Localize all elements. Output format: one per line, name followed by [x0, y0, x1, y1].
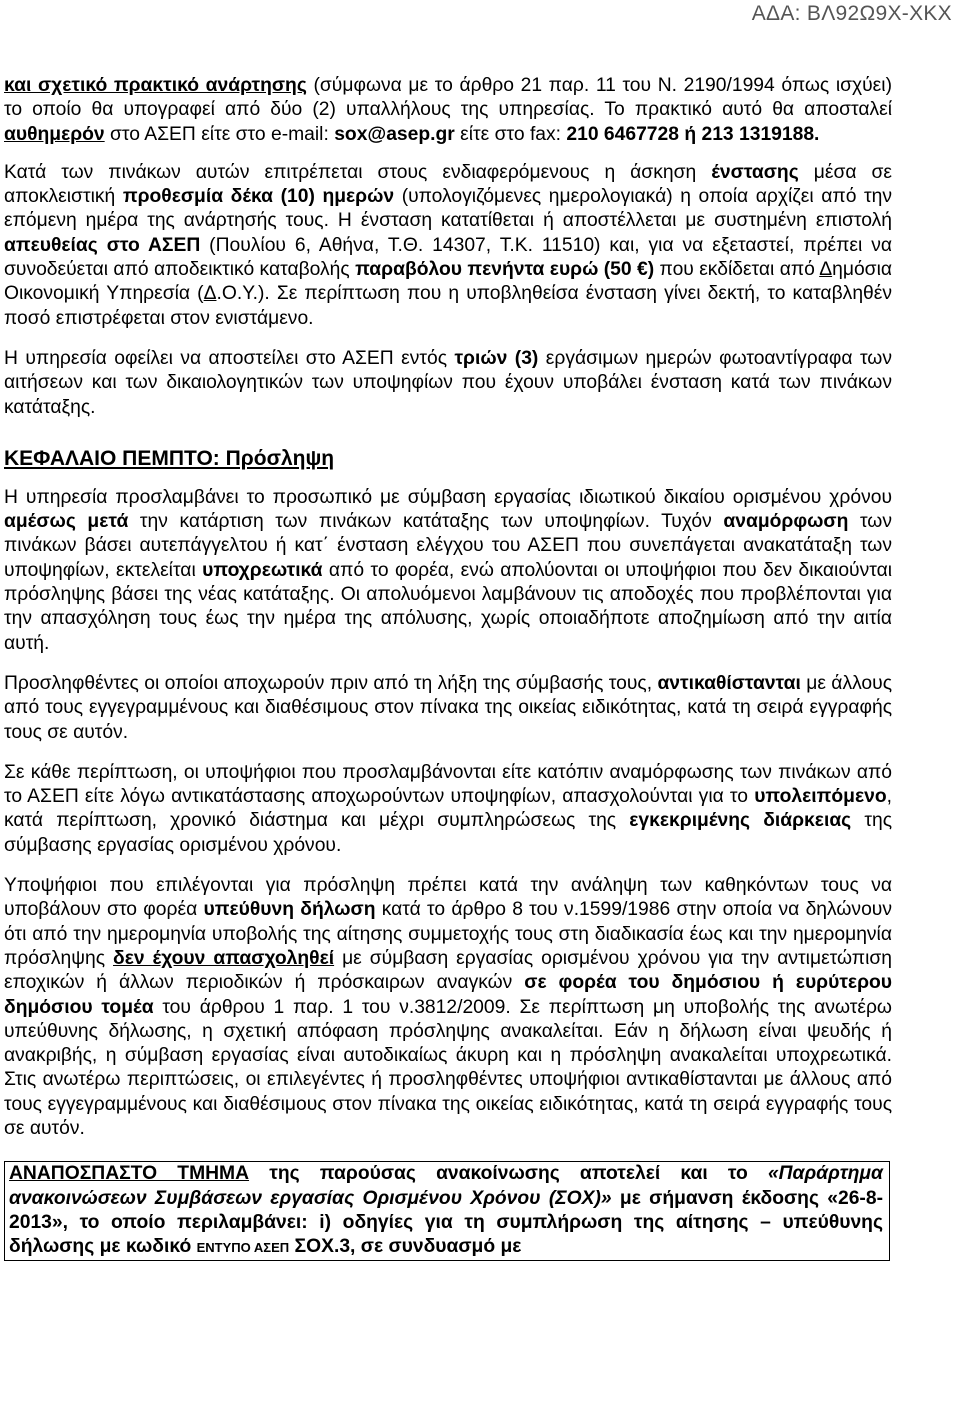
paragraph-replacement: Προσληφθέντες οι οποίοι αποχωρούν πριν από τη λήξη της σύμβασής τους, αντικαθίστανται με άλλους από τους εγγεγραμμένους και διαθέσιμους στον πίνακα της οικείας ειδικότητας, κατά τη σειρά εγγραφής τους σε αυτόν.: [4, 672, 892, 743]
paragraph-remaining-period: Σε κάθε περίπτωση, οι υποψήφιοι που προσλαμβάνονται είτε κατόπιν αναμόρφωσης των πινάκων από το ΑΣΕΠ είτε λόγω αντικατάστασης αποχωρούντων υποψηφίων, απασχολούνται για το υπολειπόμενο, κατά περίπτωση, χρονικό διάστημα και μέχρι συμπληρώσεως της εγκεκριμένης διάρκειας της σύμβασης εργασίας ορισμένου χρόνου.: [4, 761, 892, 856]
document-body: [4, 74, 892, 1261]
paragraph-objection: Κατά των πινάκων αυτών επιτρέπεται στους ενδιαφερόμενους η άσκηση ένστασης μέσα σε αποκλειστική προθεσμία δέκα (10) ημερών (υπολογιζόμενες ημερολογιακά) η οποία αρχίζει από την επόμενη ημέρα της ανάρτησής τους. Η ένσταση κατατίθεται ή αποστέλλεται με συστημένη επιστολή απευθείας στο ΑΣΕΠ (Πουλίου 6, Αθήνα, Τ.Θ. 14307, Τ.Κ. 11510) και, για να εξεταστεί, πρέπει να συνοδεύεται από αποδεικτικό καταβολής παραβόλου πενήντα ευρώ (50 €) που εκδίδεται από Δημόσια Οικονομική Υπηρεσία (Δ.Ο.Υ.). Σε περίπτωση που η υποβληθείσα ένσταση γίνει δεκτή, το καταβληθέν ποσό επιστρέφεται στον ενιστάμενο.: [4, 161, 892, 329]
detachable-section-box: ΑΝΑΠΟΣΠΑΣΤΟ ΤΜΗΜΑ της παρούσας ανακοίνωσης αποτελεί και το «Παράρτημα ανακοινώσεων Συμβάσεων εργασίας Ορισμένου Χρόνου (ΣΟΧ)» με σήμανση έκδοσης «26-8-2013», το οποίο περιλαμβάνει: i) οδηγίες για τη συμπλήρωση της αίτησης – υπεύθυνης δήλωσης με κωδικό ΕΝΤΥΠΟ ΑΣΕΠ ΣΟΧ.3, σε συνδυασμό με: [4, 1161, 890, 1261]
paragraph-service-obligation: Η υπηρεσία οφείλει να αποστείλει στο ΑΣΕΠ εντός τριών (3) εργάσιμων ημερών φωτοαντίγραφα των αιτήσεων και των δικαιολογητικών των υποψηφίων που έχουν υποβάλει ένσταση κατά των πινάκων κατάταξης.: [4, 347, 892, 418]
bold-underlined-text: και σχετικό πρακτικό ανάρτησης: [4, 75, 307, 96]
fax-numbers: 210 6467728 ή 213 1319188.: [566, 123, 820, 145]
chapter-heading: ΚΕΦΑΛΑΙΟ ΠΕΜΠΤΟ: Πρόσληψη: [4, 446, 335, 470]
bold-underlined-text: αυθημερόν: [4, 123, 105, 145]
paragraph-declaration: Υποψήφιοι που επιλέγονται για πρόσληψη πρέπει κατά την ανάληψη των καθηκόντων τους να υποβάλουν στο φορέα υπεύθυνη δήλωση κατά το άρθρο 8 του ν.1599/1986 στην οποία να δηλώνουν ότι από την ημερομηνία υποβολής της αίτησης συμμετοχής τους στη διαδικασία έως και την ημερομηνία πρόσληψης δεν έχουν απασχοληθεί με σύμβαση εργασίας ορισμένου χρόνου για την αντιμετώπιση εποχικών ή άλλων περιοδικών ή πρόσκαιρων αναγκών σε φορέα του δημόσιου ή ευρύτερου δημόσιου τομέα του άρθρου 1 παρ. 1 του ν.3812/2009. Σε περίπτωση μη υποβολής της ανωτέρω υπεύθυνης δήλωσης, η σχετική απόφαση πρόσληψης ανακαλείται. Εάν η δήλωση είναι ψευδής ή ανακριβής, η σύμβαση εργασίας είναι αυτοδικαίως άκυρη και η πρόσληψη ανακαλείται υποχρεωτικά. Στις ανωτέρω περιπτώσεις, οι επιλεγέντες ή προσληφθέντες υποψήφιοι αντικαθίστανται με άλλους από τους εγγεγραμμένους και διαθέσιμους στον πίνακα της οικείας ειδικότητας, κατά τη σειρά εγγραφής τους σε αυτόν.: [4, 875, 893, 1139]
paragraph-hiring: Η υπηρεσία προσλαμβάνει το προσωπικό με σύμβαση εργασίας ιδιωτικού δικαίου ορισμένου χρόνου αμέσως μετά την κατάρτιση των πινάκων κατάταξης των υποψηφίων. Τυχόν αναμόρφωση των πινάκων βάσει αυτεπάγγελτου ή κατ΄ ένσταση ελέγχου του ΑΣΕΠ που συνεπάγεται ανακατάταξη των υποψηφίων, εκτελείται υποχρεωτικά από το φορέα, ενώ απολύονται οι υποψήφιοι που δεν δικαιούνται πρόσληψης βάσει της νέας κατάταξης. Οι απολυόμενοι λαμβάνουν τις αποδοχές που προβλέπονται για την απασχόληση τους έως την ημέρα της απόλυσης, χωρίς οποιαδήποτε αποζημίωση από την αιτία αυτή.: [4, 486, 893, 654]
email-address: sox@asep.gr: [334, 123, 455, 145]
ada-code: ΑΔΑ: ΒΛ92Ω9Χ-ΧΚΧ: [751, 2, 952, 25]
paragraph-posting-record: και σχετικό πρακτικό ανάρτησης (σύμφωνα με το άρθρο 21 παρ. 11 του Ν. 2190/1994 όπως ισχύει) το οποίο θα υπογραφεί από δύο (2) υπαλλήλους της υπηρεσίας. Το πρακτικό αυτό θα αποσταλεί αυθημερόν στο ΑΣΕΠ είτε στο e-mail: sox@asep.gr είτε στο fax: 210 6467728 ή 213 1319188.: [4, 75, 892, 145]
